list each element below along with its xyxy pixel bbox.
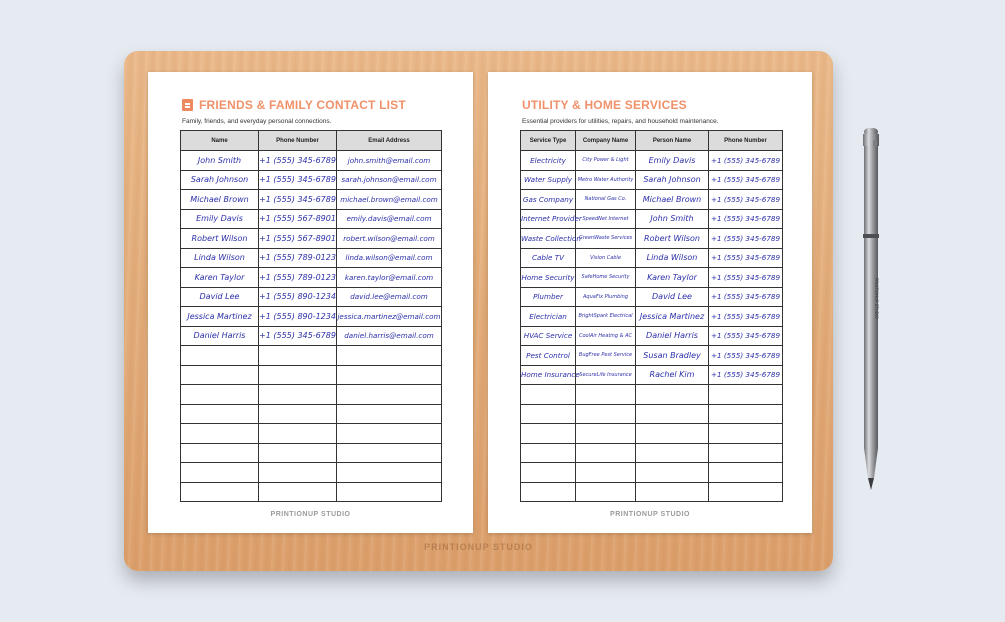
table-cell: david.lee@email.com (337, 287, 442, 307)
column-header: Name (181, 131, 259, 151)
empty-cell (521, 443, 576, 463)
empty-cell (709, 482, 783, 502)
empty-cell (181, 463, 259, 483)
table-row (181, 248, 442, 268)
empty-cell (636, 482, 709, 502)
table-row (521, 326, 783, 346)
empty-cell (259, 482, 337, 502)
contact-table (180, 130, 442, 502)
utility-services-sheet (488, 72, 812, 533)
table-cell: Susan Bradley (636, 346, 709, 366)
table-cell: jessica.martinez@email.com (337, 307, 442, 327)
empty-cell (337, 463, 442, 483)
table-cell: Linda Wilson (181, 248, 259, 268)
empty-cell (181, 424, 259, 444)
empty-cell (709, 385, 783, 405)
column-header: Service Type (521, 131, 576, 151)
empty-cell (337, 404, 442, 424)
empty-table-row (521, 404, 783, 424)
table-row (521, 190, 783, 210)
table-row (181, 209, 442, 229)
table-row (181, 268, 442, 288)
table-cell: +1 (555) 345-6789 (709, 346, 783, 366)
empty-cell (636, 424, 709, 444)
empty-cell (181, 346, 259, 366)
empty-cell (337, 482, 442, 502)
table-cell: +1 (555) 345-6789 (709, 190, 783, 210)
table-cell: +1 (555) 567-8901 (259, 229, 337, 249)
table-cell: +1 (555) 345-6789 (709, 307, 783, 327)
page-title: UTILITY & HOME SERVICES (522, 98, 687, 112)
table-cell: BrightSpark Electrical (576, 307, 636, 327)
empty-table-row (181, 404, 442, 424)
table-cell: CoolAir Heating & AC (576, 326, 636, 346)
table-row (521, 151, 783, 171)
table-cell: +1 (555) 345-6789 (709, 287, 783, 307)
empty-cell (181, 365, 259, 385)
table-cell: Waste Collection (521, 229, 576, 249)
column-header: Email Address (337, 131, 442, 151)
table-cell: Jessica Martinez (181, 307, 259, 327)
table-cell: +1 (555) 345-6789 (709, 268, 783, 288)
table-cell: Home Security (521, 268, 576, 288)
empty-cell (337, 424, 442, 444)
empty-cell (259, 443, 337, 463)
empty-cell (636, 385, 709, 405)
empty-cell (521, 463, 576, 483)
empty-cell (181, 385, 259, 405)
empty-cell (259, 346, 337, 366)
table-row (181, 307, 442, 327)
table-cell: Robert Wilson (636, 229, 709, 249)
empty-cell (337, 443, 442, 463)
table-cell: Plumber (521, 287, 576, 307)
empty-cell (521, 424, 576, 444)
table-cell: daniel.harris@email.com (337, 326, 442, 346)
table-header-row (521, 131, 783, 151)
column-header: Phone Number (259, 131, 337, 151)
empty-table-row (181, 346, 442, 366)
column-header: Phone Number (709, 131, 783, 151)
table-cell: Pest Control (521, 346, 576, 366)
table-row (181, 170, 442, 190)
contact-table-body (181, 151, 442, 502)
table-row (521, 365, 783, 385)
empty-cell (576, 385, 636, 405)
services-table (520, 130, 783, 502)
table-cell: +1 (555) 345-6789 (709, 326, 783, 346)
table-row (521, 248, 783, 268)
pen-icon (859, 128, 883, 490)
empty-cell (521, 404, 576, 424)
table-cell: +1 (555) 890-1234 (259, 287, 337, 307)
table-row (181, 229, 442, 249)
table-cell: +1 (555) 345-6789 (709, 151, 783, 171)
table-cell: Emily Davis (636, 151, 709, 171)
table-cell: Internet Provider (521, 209, 576, 229)
page-title: FRIENDS & FAMILY CONTACT LIST (199, 98, 406, 112)
table-cell: sarah.johnson@email.com (337, 170, 442, 190)
empty-cell (259, 424, 337, 444)
empty-cell (576, 463, 636, 483)
table-cell: +1 (555) 345-6789 (709, 248, 783, 268)
empty-cell (709, 443, 783, 463)
table-cell: Rachel Kim (636, 365, 709, 385)
table-cell: Metro Water Authority (576, 170, 636, 190)
table-row (181, 326, 442, 346)
document-icon (182, 99, 193, 111)
empty-cell (709, 404, 783, 424)
empty-cell (576, 404, 636, 424)
empty-cell (259, 404, 337, 424)
table-cell: Karen Taylor (636, 268, 709, 288)
table-row (521, 287, 783, 307)
table-cell: Sarah Johnson (181, 170, 259, 190)
table-row (181, 287, 442, 307)
column-header: Person Name (636, 131, 709, 151)
empty-cell (181, 443, 259, 463)
services-table-body (521, 151, 783, 502)
table-cell: +1 (555) 345-6789 (709, 209, 783, 229)
table-cell: Linda Wilson (636, 248, 709, 268)
table-cell: +1 (555) 345-6789 (259, 190, 337, 210)
empty-cell (259, 365, 337, 385)
table-row (521, 170, 783, 190)
empty-cell (636, 443, 709, 463)
pen-label: PRINTIONUP STUDIO (874, 278, 879, 320)
board-brand: PRINTIONUP STUDIO (424, 542, 533, 552)
empty-cell (636, 404, 709, 424)
table-cell: Gas Company (521, 190, 576, 210)
empty-cell (259, 463, 337, 483)
empty-table-row (521, 463, 783, 483)
column-header: Company Name (576, 131, 636, 151)
table-cell: SpeedNet Internet (576, 209, 636, 229)
table-cell: GreenWaste Services (576, 229, 636, 249)
table-cell: Michael Brown (636, 190, 709, 210)
empty-table-row (181, 424, 442, 444)
table-cell: +1 (555) 789-0123 (259, 268, 337, 288)
table-cell: +1 (555) 789-0123 (259, 248, 337, 268)
table-cell: robert.wilson@email.com (337, 229, 442, 249)
empty-cell (337, 365, 442, 385)
table-row (521, 229, 783, 249)
sheet-brand: PRINTIONUP STUDIO (270, 511, 351, 518)
empty-cell (181, 404, 259, 424)
table-cell: +1 (555) 345-6789 (259, 170, 337, 190)
table-cell: emily.davis@email.com (337, 209, 442, 229)
table-cell: Sarah Johnson (636, 170, 709, 190)
table-row (521, 209, 783, 229)
empty-table-row (521, 443, 783, 463)
table-row (521, 307, 783, 327)
empty-cell (576, 482, 636, 502)
table-cell: +1 (555) 890-1234 (259, 307, 337, 327)
table-row (521, 346, 783, 366)
empty-table-row (181, 365, 442, 385)
table-row (181, 190, 442, 210)
empty-cell (521, 385, 576, 405)
table-cell: SecureLife Insurance (576, 365, 636, 385)
table-cell: Daniel Harris (636, 326, 709, 346)
empty-table-row (181, 443, 442, 463)
empty-cell (337, 346, 442, 366)
empty-cell (636, 463, 709, 483)
wooden-clipboard (124, 51, 833, 571)
table-cell: Water Supply (521, 170, 576, 190)
table-row (181, 151, 442, 171)
page-subtitle: Family, friends, and everyday personal connections. (182, 118, 332, 125)
table-cell: HVAC Service (521, 326, 576, 346)
empty-cell (521, 482, 576, 502)
table-cell: Michael Brown (181, 190, 259, 210)
sheet-brand: PRINTIONUP STUDIO (610, 511, 690, 518)
table-cell: linda.wilson@email.com (337, 248, 442, 268)
table-cell: BugFree Pest Service (576, 346, 636, 366)
table-cell: City Power & Light (576, 151, 636, 171)
empty-table-row (181, 463, 442, 483)
empty-cell (181, 482, 259, 502)
table-cell: Cable TV (521, 248, 576, 268)
empty-table-row (181, 482, 442, 502)
table-cell: Karen Taylor (181, 268, 259, 288)
empty-cell (259, 385, 337, 405)
table-cell: michael.brown@email.com (337, 190, 442, 210)
empty-cell (709, 424, 783, 444)
page-subtitle: Essential providers for utilities, repairs, and household maintenance. (522, 118, 719, 125)
table-cell: David Lee (636, 287, 709, 307)
empty-cell (576, 424, 636, 444)
table-cell: Electricity (521, 151, 576, 171)
contact-list-sheet (148, 72, 473, 533)
table-cell: Daniel Harris (181, 326, 259, 346)
table-cell: Home Insurance (521, 365, 576, 385)
table-header-row (181, 131, 442, 151)
empty-table-row (521, 482, 783, 502)
table-row (521, 268, 783, 288)
empty-cell (709, 463, 783, 483)
table-cell: SafeHome Security (576, 268, 636, 288)
table-cell: +1 (555) 345-6789 (709, 229, 783, 249)
table-cell: Electrician (521, 307, 576, 327)
empty-cell (337, 385, 442, 405)
table-cell: Emily Davis (181, 209, 259, 229)
empty-table-row (521, 424, 783, 444)
empty-table-row (181, 385, 442, 405)
table-cell: Jessica Martinez (636, 307, 709, 327)
empty-table-row (521, 385, 783, 405)
empty-cell (576, 443, 636, 463)
table-cell: John Smith (636, 209, 709, 229)
table-cell: +1 (555) 345-6789 (259, 326, 337, 346)
table-cell: karen.taylor@email.com (337, 268, 442, 288)
table-cell: David Lee (181, 287, 259, 307)
table-cell: John Smith (181, 151, 259, 171)
table-cell: +1 (555) 345-6789 (259, 151, 337, 171)
table-cell: Vision Cable (576, 248, 636, 268)
table-cell: Robert Wilson (181, 229, 259, 249)
table-cell: AquaFix Plumbing (576, 287, 636, 307)
table-cell: National Gas Co. (576, 190, 636, 210)
table-cell: +1 (555) 345-6789 (709, 170, 783, 190)
table-cell: john.smith@email.com (337, 151, 442, 171)
table-cell: +1 (555) 345-6789 (709, 365, 783, 385)
table-cell: +1 (555) 567-8901 (259, 209, 337, 229)
